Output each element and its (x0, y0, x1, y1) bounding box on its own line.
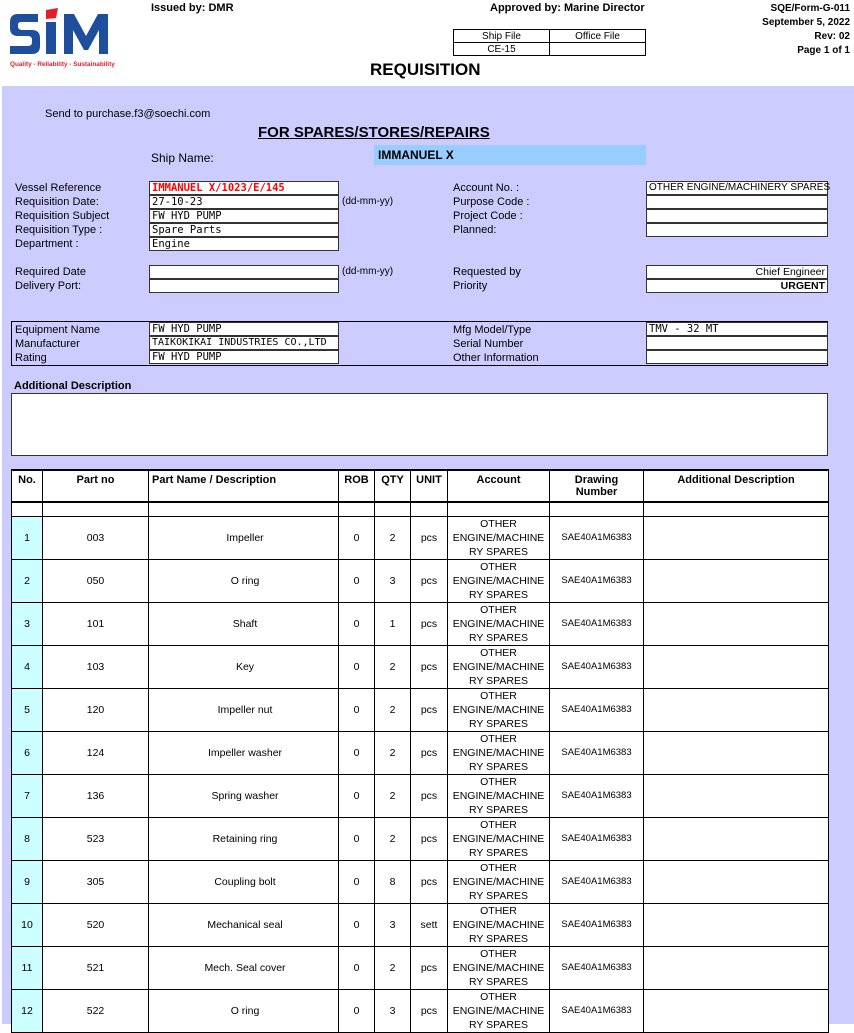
table-row (12, 903, 829, 946)
row-part-no[interactable]: 124 (43, 731, 149, 774)
row-unit[interactable]: pcs (411, 688, 448, 731)
row-no: 6 (12, 731, 43, 774)
table-row (12, 688, 829, 731)
row-part-name[interactable]: O ring (149, 559, 339, 602)
row-account-line2: ENGINE/MACHINE (452, 746, 545, 759)
row-unit[interactable]: pcs (411, 645, 448, 688)
required-date-label: Required Date (15, 266, 86, 278)
account-no-field[interactable]: OTHER ENGINE/MACHINERY SPARES (646, 181, 828, 195)
requisition-date-field[interactable]: 27-10-23 (149, 195, 339, 209)
row-qty[interactable]: 2 (375, 516, 411, 559)
row-rob[interactable]: 0 (339, 559, 375, 602)
manufacturer-label: Manufacturer (15, 338, 80, 350)
row-no: 5 (12, 688, 43, 731)
requisition-date-hint: (dd-mm-yy) (342, 196, 394, 207)
spacer-row (12, 502, 829, 516)
row-drawing-number[interactable]: SAE40A1M6383 (550, 731, 644, 774)
spacer-cell (375, 502, 411, 516)
row-account-line2: ENGINE/MACHINE (452, 875, 545, 888)
col-drawing (550, 470, 644, 502)
additional-description-field[interactable] (11, 393, 828, 456)
table-row (12, 602, 829, 645)
parts-table (11, 469, 829, 1033)
issued-by: Issued by: DMR (151, 2, 234, 14)
row-qty[interactable]: 2 (375, 946, 411, 989)
row-rob[interactable]: 0 (339, 731, 375, 774)
row-account-line3: RY SPARES (469, 760, 528, 773)
file-table (453, 29, 646, 56)
row-no: 10 (12, 903, 43, 946)
purpose-code-field[interactable] (646, 195, 828, 209)
row-additional-description[interactable] (644, 645, 829, 688)
row-part-no[interactable]: 120 (43, 688, 149, 731)
col-additional: Additional Description (644, 470, 829, 502)
row-account[interactable] (448, 731, 550, 774)
approved-by: Approved by: Marine Director (490, 2, 645, 14)
page-title: REQUISITION (370, 60, 481, 79)
ship-name-label: Ship Name: (151, 151, 214, 165)
table-row (12, 559, 829, 602)
required-date-hint: (dd-mm-yy) (342, 266, 394, 277)
manufacturer-field[interactable]: TAIKOKIKAI INDUSTRIES CO.,LTD (149, 336, 339, 350)
vessel-reference-field[interactable]: IMMANUEL X/1023/E/145 (149, 181, 339, 195)
row-part-no[interactable]: 522 (43, 989, 149, 1032)
form-date: September 5, 2022 (762, 17, 850, 28)
row-rob[interactable]: 0 (339, 774, 375, 817)
priority-field[interactable]: URGENT (646, 279, 828, 293)
row-additional-description[interactable] (644, 946, 829, 989)
row-additional-description[interactable] (644, 989, 829, 1032)
equipment-name-label: Equipment Name (15, 324, 100, 336)
row-account-line2: ENGINE/MACHINE (452, 703, 545, 716)
row-part-name[interactable]: Impeller washer (149, 731, 339, 774)
row-account-line3: RY SPARES (469, 889, 528, 902)
row-qty[interactable]: 8 (375, 860, 411, 903)
row-part-name[interactable]: Retaining ring (149, 817, 339, 860)
row-account-line1: OTHER (480, 947, 517, 960)
row-no: 2 (12, 559, 43, 602)
logo-tagline: Quality - Reliability - Sustainability (10, 61, 115, 68)
row-account-line1: OTHER (480, 732, 517, 745)
parts-header-row (12, 470, 829, 502)
row-qty[interactable]: 2 (375, 774, 411, 817)
row-drawing-number[interactable]: SAE40A1M6383 (550, 559, 644, 602)
ship-file-label: Ship File (454, 30, 550, 43)
row-part-name[interactable]: Impeller (149, 516, 339, 559)
row-unit[interactable]: pcs (411, 559, 448, 602)
row-additional-description[interactable] (644, 731, 829, 774)
row-no: 1 (12, 516, 43, 559)
equipment-name-field[interactable]: FW HYD PUMP (149, 322, 339, 336)
row-qty[interactable]: 3 (375, 903, 411, 946)
row-account-line3: RY SPARES (469, 717, 528, 730)
project-code-field[interactable] (646, 209, 828, 223)
row-account-line3: RY SPARES (469, 803, 528, 816)
row-qty[interactable]: 2 (375, 688, 411, 731)
vessel-reference-label: Vessel Reference (15, 182, 102, 194)
row-part-name[interactable]: Mechanical seal (149, 903, 339, 946)
row-rob[interactable]: 0 (339, 602, 375, 645)
row-account-line3: RY SPARES (469, 631, 528, 644)
row-drawing-number[interactable]: SAE40A1M6383 (550, 903, 644, 946)
row-account-line2: ENGINE/MACHINE (452, 918, 545, 931)
delivery-port-label: Delivery Port: (15, 280, 82, 292)
office-file-value[interactable] (550, 43, 646, 56)
row-account[interactable] (448, 602, 550, 645)
spacer-cell (550, 502, 644, 516)
table-row (12, 817, 829, 860)
row-account-line2: ENGINE/MACHINE (452, 1004, 545, 1017)
form-code: SQE/Form-G-011 (770, 3, 850, 14)
row-account-line1: OTHER (480, 775, 517, 788)
col-rob: ROB (339, 470, 375, 502)
row-part-no[interactable]: 136 (43, 774, 149, 817)
row-part-no[interactable]: 520 (43, 903, 149, 946)
planned-field[interactable] (646, 223, 828, 237)
spacer-cell (448, 502, 550, 516)
row-drawing-number[interactable]: SAE40A1M6383 (550, 602, 644, 645)
form-meta (762, 2, 850, 58)
row-rob[interactable]: 0 (339, 817, 375, 860)
row-unit[interactable]: pcs (411, 731, 448, 774)
row-rob[interactable]: 0 (339, 989, 375, 1032)
row-account[interactable] (448, 989, 550, 1032)
row-part-no[interactable]: 103 (43, 645, 149, 688)
row-rob[interactable]: 0 (339, 688, 375, 731)
row-account-line3: RY SPARES (469, 975, 528, 988)
row-rob[interactable]: 0 (339, 516, 375, 559)
spacer-cell (339, 502, 375, 516)
col-part-name: Part Name / Description (149, 470, 339, 502)
row-part-name[interactable]: Impeller nut (149, 688, 339, 731)
office-file-label: Office File (550, 30, 646, 43)
row-no: 3 (12, 602, 43, 645)
row-account-line3: RY SPARES (469, 1018, 528, 1031)
row-account[interactable] (448, 903, 550, 946)
row-account-line2: ENGINE/MACHINE (452, 574, 545, 587)
row-unit[interactable]: pcs (411, 817, 448, 860)
department-field[interactable]: Engine (149, 237, 339, 251)
required-date-field[interactable] (149, 265, 339, 279)
col-no: No. (12, 470, 43, 502)
row-drawing-number[interactable]: SAE40A1M6383 (550, 946, 644, 989)
row-account[interactable] (448, 860, 550, 903)
row-account[interactable] (448, 817, 550, 860)
row-drawing-number[interactable]: SAE40A1M6383 (550, 989, 644, 1032)
row-unit[interactable]: pcs (411, 946, 448, 989)
form-subtitle: FOR SPARES/STORES/REPAIRS (258, 124, 490, 141)
row-part-name[interactable]: Spring washer (149, 774, 339, 817)
row-rob[interactable]: 0 (339, 946, 375, 989)
col-qty: QTY (375, 470, 411, 502)
row-drawing-number[interactable]: SAE40A1M6383 (550, 688, 644, 731)
col-drawing-line2: Number (575, 486, 618, 498)
purpose-code-label: Purpose Code : (453, 196, 530, 208)
row-account-line3: RY SPARES (469, 932, 528, 945)
delivery-port-field[interactable] (149, 279, 339, 293)
row-part-no[interactable]: 101 (43, 602, 149, 645)
row-qty[interactable]: 1 (375, 602, 411, 645)
sim-logo (8, 6, 133, 70)
row-account[interactable] (448, 774, 550, 817)
priority-label: Priority (453, 280, 488, 292)
row-account-line3: RY SPARES (469, 545, 528, 558)
row-account-line1: OTHER (480, 560, 517, 573)
row-unit[interactable]: pcs (411, 516, 448, 559)
row-unit[interactable]: pcs (411, 774, 448, 817)
spacer-cell (644, 502, 829, 516)
row-rob[interactable]: 0 (339, 903, 375, 946)
row-account[interactable] (448, 645, 550, 688)
ship-file-value[interactable]: CE-15 (454, 43, 550, 56)
row-account[interactable] (448, 688, 550, 731)
row-additional-description[interactable] (644, 688, 829, 731)
row-unit[interactable]: pcs (411, 602, 448, 645)
col-drawing-line1: Drawing (574, 474, 619, 486)
table-row (12, 989, 829, 1032)
row-qty[interactable]: 2 (375, 731, 411, 774)
spacer-cell (411, 502, 448, 516)
col-account: Account (448, 470, 550, 502)
row-additional-description[interactable] (644, 559, 829, 602)
table-row (12, 731, 829, 774)
row-no: 7 (12, 774, 43, 817)
requested-by-label: Requested by (453, 266, 521, 278)
row-drawing-number[interactable]: SAE40A1M6383 (550, 774, 644, 817)
row-additional-description[interactable] (644, 774, 829, 817)
row-rob[interactable]: 0 (339, 860, 375, 903)
form-revision: Rev: 02 (814, 31, 850, 42)
row-unit[interactable]: pcs (411, 860, 448, 903)
serial-number-label: Serial Number (453, 338, 524, 350)
row-account-line3: RY SPARES (469, 846, 528, 859)
row-account-line1: OTHER (480, 990, 517, 1003)
requisition-subject-label: Requisition Subject (15, 210, 110, 222)
row-account-line1: OTHER (480, 861, 517, 874)
account-no-label: Account No. : (453, 182, 520, 194)
spacer-cell (12, 502, 43, 516)
row-part-no[interactable]: 050 (43, 559, 149, 602)
requisition-date-label: Requisition Date: (15, 196, 99, 208)
row-rob[interactable]: 0 (339, 645, 375, 688)
table-row (12, 860, 829, 903)
row-qty[interactable]: 2 (375, 817, 411, 860)
ship-name-field[interactable]: IMMANUEL X (374, 145, 646, 165)
row-additional-description[interactable] (644, 860, 829, 903)
row-drawing-number[interactable]: SAE40A1M6383 (550, 516, 644, 559)
row-account-line1: OTHER (480, 904, 517, 917)
row-account-line2: ENGINE/MACHINE (452, 789, 545, 802)
department-label: Department : (15, 238, 79, 250)
form-page: Page 1 of 1 (797, 45, 850, 56)
requisition-type-label: Requisition Type : (15, 224, 103, 236)
row-part-no[interactable]: 305 (43, 860, 149, 903)
row-account-line2: ENGINE/MACHINE (452, 961, 545, 974)
table-row (12, 645, 829, 688)
row-no: 8 (12, 817, 43, 860)
row-account-line3: RY SPARES (469, 588, 528, 601)
table-row (12, 946, 829, 989)
row-part-name[interactable]: Coupling bolt (149, 860, 339, 903)
row-no: 9 (12, 860, 43, 903)
row-account-line3: RY SPARES (469, 674, 528, 687)
row-unit[interactable]: sett (411, 903, 448, 946)
row-account-line1: OTHER (480, 689, 517, 702)
row-no: 11 (12, 946, 43, 989)
serial-number-field[interactable] (646, 336, 828, 350)
project-code-label: Project Code : (453, 210, 523, 222)
row-drawing-number[interactable]: SAE40A1M6383 (550, 645, 644, 688)
row-account-line1: OTHER (480, 646, 517, 659)
row-part-no[interactable]: 003 (43, 516, 149, 559)
rating-label: Rating (15, 352, 47, 364)
row-unit[interactable]: pcs (411, 989, 448, 1032)
mfg-model-field[interactable]: TMV - 32 MT (646, 322, 828, 336)
spacer-cell (43, 502, 149, 516)
planned-label: Planned: (453, 224, 497, 236)
row-qty[interactable]: 3 (375, 559, 411, 602)
other-info-field[interactable] (646, 350, 828, 364)
row-part-name[interactable]: Key (149, 645, 339, 688)
requested-by-field[interactable]: Chief Engineer (646, 265, 828, 279)
row-qty[interactable]: 3 (375, 989, 411, 1032)
table-row (12, 774, 829, 817)
row-account-line2: ENGINE/MACHINE (452, 660, 545, 673)
row-account[interactable] (448, 946, 550, 989)
mfg-model-label: Mfg Model/Type (453, 324, 532, 336)
additional-description-label: Additional Description (14, 380, 132, 392)
rating-field[interactable]: FW HYD PUMP (149, 350, 339, 364)
row-additional-description[interactable] (644, 602, 829, 645)
row-account[interactable] (448, 516, 550, 559)
row-part-no[interactable]: 523 (43, 817, 149, 860)
row-account-line1: OTHER (480, 603, 517, 616)
row-account-line2: ENGINE/MACHINE (452, 832, 545, 845)
row-drawing-number[interactable]: SAE40A1M6383 (550, 817, 644, 860)
row-account-line2: ENGINE/MACHINE (452, 617, 545, 630)
col-unit: UNIT (411, 470, 448, 502)
spacer-cell (149, 502, 339, 516)
row-account-line1: OTHER (480, 818, 517, 831)
row-part-name[interactable]: Shaft (149, 602, 339, 645)
send-to: Send to purchase.f3@soechi.com (45, 108, 211, 120)
row-qty[interactable]: 2 (375, 645, 411, 688)
other-info-label: Other Information (453, 352, 539, 364)
row-account-line1: OTHER (480, 517, 517, 530)
col-part-no: Part no (43, 470, 149, 502)
row-part-no[interactable]: 521 (43, 946, 149, 989)
row-part-name[interactable]: Mech. Seal cover (149, 946, 339, 989)
requisition-subject-field[interactable]: FW HYD PUMP (149, 209, 339, 223)
row-account-line2: ENGINE/MACHINE (452, 531, 545, 544)
table-row (12, 516, 829, 559)
row-no: 12 (12, 989, 43, 1032)
row-additional-description[interactable] (644, 817, 829, 860)
row-additional-description[interactable] (644, 903, 829, 946)
row-no: 4 (12, 645, 43, 688)
row-account[interactable] (448, 559, 550, 602)
requisition-type-field[interactable]: Spare Parts (149, 223, 339, 237)
row-part-name[interactable]: O ring (149, 989, 339, 1032)
row-additional-description[interactable] (644, 516, 829, 559)
row-drawing-number[interactable]: SAE40A1M6383 (550, 860, 644, 903)
